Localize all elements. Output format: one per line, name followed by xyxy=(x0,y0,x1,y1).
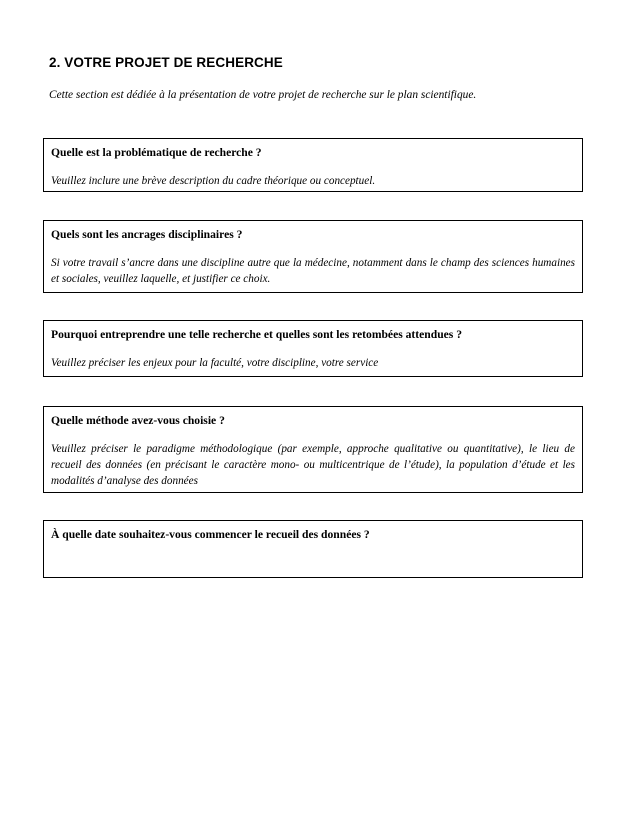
section-title: 2. VOTRE PROJET DE RECHERCHE xyxy=(49,55,283,70)
question-help: Si votre travail s’ancre dans une discipline autre que la médecine, notamment dans le champ des sciences humaines et sociales, veuillez laquelle, et justifier ce choix. xyxy=(51,257,575,285)
question-title: Pourquoi entreprendre une telle recherche et quelles sont les retombées attendues ? xyxy=(51,328,462,341)
question-help: Veuillez préciser les enjeux pour la faculté, votre discipline, votre service xyxy=(51,357,379,369)
question-box-methode[interactable] xyxy=(43,406,583,493)
question-help: Veuillez inclure une brève description du cadre théorique ou conceptuel. xyxy=(51,175,376,187)
question-box-date-recueil[interactable] xyxy=(43,520,583,578)
question-box-problematique[interactable] xyxy=(43,138,583,192)
question-title: Quelle est la problématique de recherche ? xyxy=(51,146,262,159)
question-help: Veuillez préciser le paradigme méthodologique (par exemple, approche qualitative ou quantitative), le lieu de recueil des données (en précisant le caractère mono- ou multicentrique de l’étude), la population d’étude et les modalités d’analyse des données xyxy=(51,443,575,487)
question-title: Quelle méthode avez-vous choisie ? xyxy=(51,414,225,427)
section-intro: Cette section est dédiée à la présentation de votre projet de recherche sur le plan scientifique. xyxy=(49,89,477,101)
question-box-ancrages[interactable] xyxy=(43,220,583,293)
question-title: Quels sont les ancrages disciplinaires ? xyxy=(51,228,243,241)
question-title: À quelle date souhaitez-vous commencer le recueil des données ? xyxy=(51,528,370,541)
question-box-retombees[interactable] xyxy=(43,320,583,377)
